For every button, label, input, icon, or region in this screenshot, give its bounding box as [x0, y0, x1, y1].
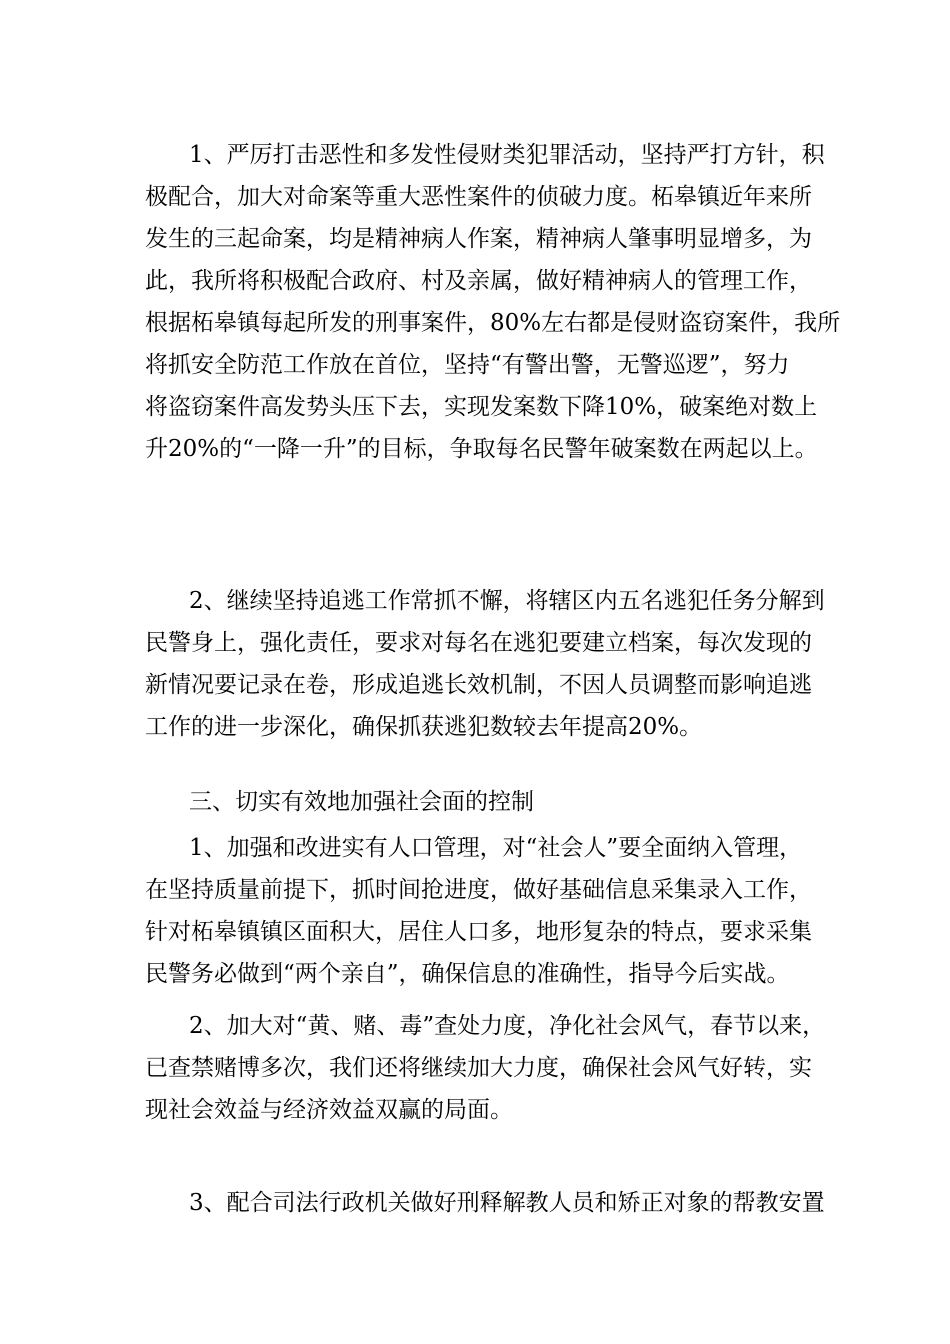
text-line: 2、继续坚持追逃工作常抓不懈，将辖区内五名逃犯任务分解到 [189, 588, 825, 614]
paragraph-3 [145, 827, 825, 995]
text-line: 在坚持质量前提下，抓时间抢进度，做好基础信息采集录入工作， [145, 877, 812, 903]
text-line: 民警务必做到“两个亲自”，确保信息的准确性，指导今后实战。 [145, 961, 790, 987]
paragraph-5 [145, 1182, 825, 1224]
paragraph-1 [145, 134, 841, 470]
text-line: 已查禁赌博多次，我们还将继续加大力度，确保社会风气好转，实 [145, 1055, 812, 1081]
heading-three: 三、切实有效地加强社会面的控制 [189, 789, 534, 815]
section-heading [145, 781, 825, 823]
text-line: 将抓安全防范工作放在首位，坚持“有警出警，无警巡逻”，努力 [145, 352, 790, 378]
text-line: 新情况要记录在卷，形成追逃长效机制，不因人员调整而影响追逃 [145, 672, 812, 698]
text-line: 现社会效益与经济效益双赢的局面。 [145, 1097, 513, 1123]
text-line: 针对柘皋镇镇区面积大，居住人口多，地形复杂的特点，要求采集 [145, 919, 812, 945]
text-line: 此，我所将积极配合政府、村及亲属，做好精神病人的管理工作， [145, 268, 812, 294]
text-line: 升20%的“一降一升”的目标，争取每名民警年破案数在两起以上。 [145, 436, 818, 462]
paragraph-2 [145, 580, 825, 748]
text-line: 2、加大对“黄、赌、毒”查处力度，净化社会风气，春节以来， [189, 1013, 826, 1039]
text-line: 极配合，加大对命案等重大恶性案件的侦破力度。柘皋镇近年来所 [145, 184, 812, 210]
text-line: 1、加强和改进实有人口管理，对“社会人”要全面纳入管理， [189, 835, 803, 861]
text-line: 根据柘皋镇每起所发的刑事案件，80%左右都是侵财盗窃案件，我所 [145, 310, 841, 336]
text-line: 民警身上，强化责任，要求对每名在逃犯要建立档案，每次发现的 [145, 630, 812, 656]
text-line: 工作的进一步深化，确保抓获逃犯数较去年提高20%。 [145, 714, 703, 740]
paragraph-4 [145, 1005, 825, 1131]
text-line: 将盗窃案件高发势头压下去，实现发案数下降10%，破案绝对数上 [145, 394, 818, 420]
text-line: 发生的三起命案，均是精神病人作案，精神病人肇事明显增多，为 [145, 226, 812, 252]
text-line: 1、严厉打击恶性和多发性侵财类犯罪活动，坚持严打方针，积 [189, 142, 825, 168]
text-line: 3、配合司法行政机关做好刑释解教人员和矫正对象的帮教安置 [189, 1190, 825, 1216]
